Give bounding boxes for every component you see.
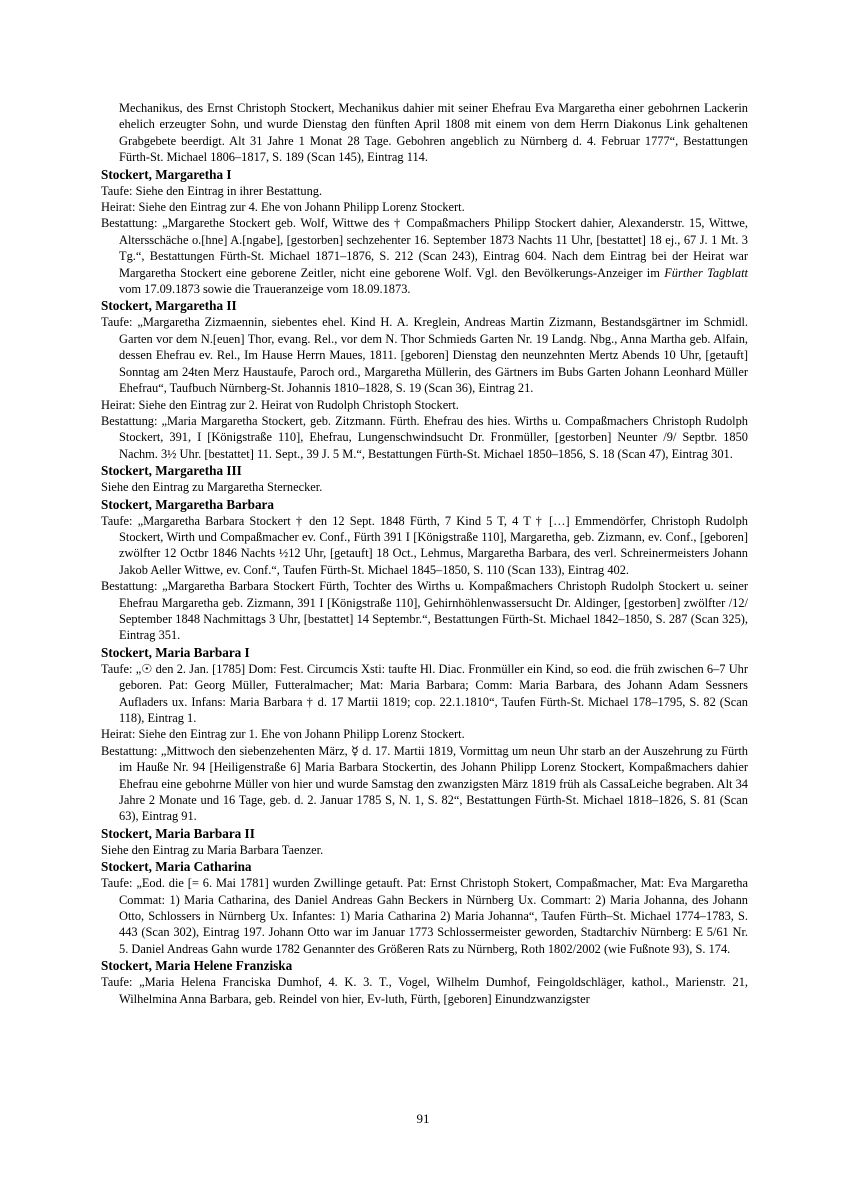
document-page [101, 100, 748, 1007]
cross-reference: Siehe den Eintrag zu Maria Barbara Taenzer. [101, 842, 324, 857]
entry-label: Taufe: [101, 513, 133, 528]
taufe-entry [101, 974, 748, 1007]
taufe-entry [101, 875, 748, 957]
entry-text: Siehe den Eintrag zur 1. Ehe von Johann Philipp Lorenz Stockert. [138, 727, 465, 742]
section-margaretha-barbara [101, 496, 748, 644]
entry-text: „☉ den 2. Jan. [1785] Dom: Fest. Circumcis Xsti: taufte Hl. Diac. Fronmüller ein Kind, so eod. die früh zwischen 6–7 Uhr geboren. Pat: Georg Müller, Futteralmacher; Mat: Maria Barbara; Comm: Maria Barbara, des Johann Adam Sessners Aufladers ux. Infans: Maria Barbara † d. 17 Martii 1819; cop. 22.1.1810“, Taufen Fürth-St. Michael 178–1795, S. 82 (Scan 118), Eintrag 1. [119, 661, 748, 725]
continuation-paragraph: Mechanikus, des Ernst Christoph Stockert, Mechanikus dahier mit seiner Ehefrau Eva Margaretha einer gebohrnen Lackerin ehelich erzeugter Sohn, und wurde Dienstag den fünften April 1808 mit einem von dem Herrn Diakonus Link gehaltenen Grabgebete beerdigt. Alt 31 Jahre 1 Monat 28 Tage. Gebohren angeblich zu Nürnberg d. 4. Februar 1777“, Bestattungen Fürth-St. Michael 1806–1817, S. 189 (Scan 145), Eintrag 114. [119, 101, 748, 165]
section-margaretha-2 [101, 297, 748, 462]
taufe-entry [101, 183, 748, 199]
entry-label: Bestattung: [101, 743, 158, 758]
entry-text: Siehe den Eintrag zur 4. Ehe von Johann Philipp Lorenz Stockert. [138, 200, 465, 215]
entry-label: Bestattung: [101, 579, 158, 594]
entry-text: Siehe den Eintrag in ihrer Bestattung. [135, 183, 323, 198]
section-heading: Stockert, Margaretha III [101, 463, 242, 479]
entry-label: Bestattung: [101, 413, 158, 428]
entry-text: „Eod. die [= 6. Mai 1781] wurden Zwillinge getauft. Pat: Ernst Christoph Stokert, Compaßmacher, Mat: Eva Margaretha Commat: 1) Maria Catharina, des Daniel Andreas Gahn Beckers in Nürnberg Ux. Commart: 2) Maria Johanna, des Johann Otto, Schlossers in Nürnberg Ux. Infantes: 1) Maria Catharina 2) Maria Johanna“, Taufen Fürth–St. Michael 1774–1783, S. 443 (Scan 302), Eintrag 197. Johann Otto war im Januar 1773 Schlossermeister geworden, Stadtarchiv Nürnberg: E 5/61 Nr. 5. Daniel Andreas Gahn wurde 1782 Genannter des Größeren Rats zu Nürnberg, Roth 1802/2002 (wie Fußnote 93), S. 174. [119, 876, 748, 956]
taufe-entry [101, 661, 748, 727]
heirat-entry [101, 726, 748, 742]
taufe-entry [101, 314, 748, 396]
section-heading: Stockert, Maria Catharina [101, 859, 252, 875]
entry-label: Bestattung: [101, 216, 158, 231]
section-maria-barbara-1 [101, 644, 748, 825]
taufe-entry [101, 513, 748, 579]
section-heading: Stockert, Margaretha II [101, 298, 237, 314]
entry-label: Heirat: [101, 200, 136, 215]
section-maria-helene-franziska [101, 957, 748, 1007]
entry-text: „Margaretha Zizmaennin, siebentes ehel. Kind H. A. Kreglein, Andreas Martin Zizmann, Bestandsgärtner im Schmidl. Garten vor dem N.[euen] Thor, evang. Rel., vor dem N. Thor Schmieds Garten Nr. 19 Landg. Nbg., Anna Martha geb. Alfain, dessen Ehefrau ev. Rel., Im Hause Herrn Maues, 1811. [geboren] Dienstag den neunzehnten Mertz Abends 10 Uhr, [getauft] Sonntag am 24ten Merz Haustaufe, Paroch ord., Margaretha Müllerin, des Gärtners im Bubs Garten Johann Leonhard Müller Ehefrau“, Taufbuch Nürnberg-St. Johannis 1810–1828, S. 19 (Scan 36), Eintrag 21. [119, 315, 748, 396]
entry-text: „Margaretha Barbara Stockert Fürth, Tochter des Wirths u. Kompaßmachers Christoph Rudolph Stockert u. seiner Ehefrau Margaretha geb. Zizmann, 391 I [Königstraße 110], Gehirnhöhlenwassersucht Dr. Aldinger, [gestorben] zwölfter /12/ September 1848 Nachmittags 3 Uhr, [bestattet] 14 Septembr.“, Bestattungen Fürth-St. Michael 1842–1850, S. 287 (Scan 325), Eintrag 351. [119, 579, 748, 643]
entry-text: „Maria Helena Franciska Dumhof, 4. K. 3. T., Vogel, Wilhelm Dumhof, Feingoldschläger, kathol., Marienstr. 21, Wilhelmina Anna Barbara, geb. Reindel von hier, Ev-luth, Fürth, [geboren] Einundzwanzigster [119, 975, 748, 1006]
entry-label: Taufe: [101, 183, 133, 198]
section-maria-barbara-2 [101, 825, 748, 858]
entry-text: vom 17.09.1873 sowie die Traueranzeige vom 18.09.1873. [119, 282, 411, 297]
entry-label: Taufe: [101, 661, 133, 676]
section-heading: Stockert, Maria Helene Franziska [101, 958, 293, 974]
section-margaretha-1 [101, 166, 748, 298]
entry-text: „Mittwoch den siebenzehenten März, ☿ d. 17. Martii 1819, Vormittag um neun Uhr starb an der Auszehrung zu Fürth im Hauße Nr. 94 [Heiligenstraße 6] Maria Barbara Stockertin, des Johann Philipp Lorenz Stockert, Kompaßmachers dahier Ehefrau eine gebohrne Müller von hier und wurde Samstag den zwanzigsten März 1819 früh als CassaLeiche begraben. Alt 34 Jahre 2 Monate und 16 Tage, geb. d. 2. Januar 1785 S, N. 1, S. 82“, Bestattungen Fürth-St. Michael 1818–1826, S. 81 (Scan 63), Eintrag 91. [119, 743, 748, 824]
entry-label: Heirat: [101, 727, 136, 742]
bestattung-entry [101, 578, 748, 644]
page-number: 91 [416, 1111, 430, 1126]
heirat-entry [101, 199, 748, 215]
section-heading: Stockert, Maria Barbara I [101, 644, 250, 660]
entry-text: Siehe den Eintrag zur 2. Heirat von Rudolph Christoph Stockert. [138, 397, 459, 412]
entry-label: Taufe: [101, 315, 133, 330]
entry-text: „Margarethe Stockert geb. Wolf, Wittwe des † Compaßmachers Philipp Stockert dahier, Alexanderstr. 15, Wittwe, Altersschäche o.[hne] A.[ngabe], [gestorben] sechzehenter 16. September 1873 Nachts 11 Uhr, [bestattet] 18 ej., 67 J. 1 Mt. 3 Tg.“, Bestattungen Fürth-St. Michael 1871–1876, S. 212 (Scan 243), Eintrag 604. Nach dem Eintrag bei der Heirat war Margaretha Stockert eine geborene Zeitler, nicht eine geborene Wolf. Vgl. den Bevölkerungs-Anzeiger im [119, 216, 748, 280]
cross-reference: Siehe den Eintrag zu Margaretha Sternecker. [101, 480, 323, 495]
entry-text: „Margaretha Barbara Stockert † den 12 Sept. 1848 Fürth, 7 Kind 5 T, 4 T † […] Emmendörfer, Christoph Rudolph Stockert, Wirth und Compaßmacher ev. Conf., Fürth 391 I [Königstraße 110], Margaretha, geb. Zizmann, ev. Conf., [geboren] zwölfter 12 Octbr 1846 Nachts ½12 Uhr, [getauft] 18 Oct., Lehmus, Margaretha Barbara, des verl. Schreinermeisters Johann Jakob Aeller Wittwe, ev. Conf.“, Taufen Fürth-St. Michael 1845–1850, S. 110 (Scan 133), Eintrag 402. [119, 513, 748, 577]
entry-text: „Maria Margaretha Stockert, geb. Zitzmann. Fürth. Ehefrau des hies. Wirths u. Compaßmachers Christoph Rudolph Stockert, 391, I [Königstraße 110], Ehefrau, Lungenschwindsucht Dr. Fronmüller, [gestorben] Neunter /9/ Septbr. 1850 Nachm. 3½ Uhr. [bestattet] 11. Sept., 39 J. 5 M.“, Bestattungen Fürth-St. Michael 1850–1856, S. 18 (Scan 47), Eintrag 301. [119, 413, 748, 461]
section-heading: Stockert, Margaretha I [101, 166, 232, 182]
entry-label: Taufe: [101, 975, 133, 990]
section-maria-catharina [101, 858, 748, 957]
bestattung-entry [101, 215, 748, 297]
newspaper-title: Fürther Tagblatt [664, 265, 748, 280]
bestattung-entry [101, 413, 748, 462]
entry-label: Heirat: [101, 397, 136, 412]
entry-label: Taufe: [101, 876, 133, 891]
section-margaretha-3 [101, 462, 748, 495]
bestattung-entry [101, 743, 748, 825]
section-heading: Stockert, Maria Barbara II [101, 825, 255, 841]
heirat-entry [101, 397, 748, 413]
section-heading: Stockert, Margaretha Barbara [101, 496, 274, 512]
